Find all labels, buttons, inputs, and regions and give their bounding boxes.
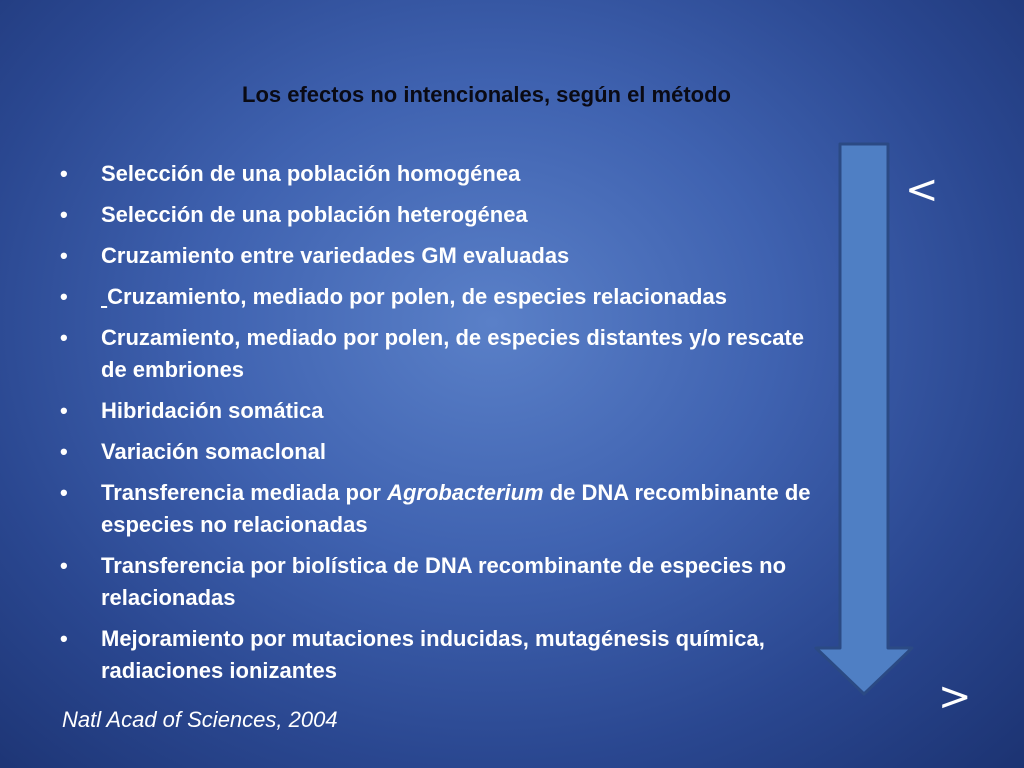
list-item (60, 395, 820, 427)
bullet-list (60, 158, 820, 696)
list-item-text (101, 480, 811, 537)
list-item-text: Selección de una población homogénea (101, 161, 521, 186)
bullet-icon: • (60, 243, 68, 268)
list-item (60, 322, 820, 386)
bullet-icon: • (60, 553, 68, 578)
bullet-icon: • (60, 202, 68, 227)
source-citation: Natl Acad of Sciences, 2004 (62, 707, 338, 732)
greater-than-symbol: > (938, 674, 972, 720)
list-item-text (101, 284, 727, 309)
list-item (60, 477, 820, 541)
list-item-text-body: Cruzamiento, mediado por polen, de especies relacionadas (107, 284, 727, 309)
list-item (60, 240, 820, 272)
list-item-text: Transferencia por biolística de DNA recombinante de especies no relacionadas (101, 553, 787, 610)
list-item-text: Cruzamiento entre variedades GM evaluadas (101, 243, 570, 268)
list-item (60, 436, 820, 468)
less-than-symbol: < (905, 167, 939, 213)
bullet-icon: • (60, 480, 68, 505)
list-item-text: Variación somaclonal (101, 439, 326, 464)
list-item (60, 281, 820, 313)
list-item-text: Cruzamiento, mediado por polen, de especies distantes y/o rescate de embriones (101, 325, 804, 382)
bullet-icon: • (60, 284, 68, 309)
species-name: Agrobacterium (387, 480, 544, 505)
bullet-icon: • (60, 439, 68, 464)
bullet-icon: • (60, 626, 68, 651)
bullet-icon: • (60, 161, 68, 186)
down-arrow-icon (812, 140, 916, 700)
bullet-icon: • (60, 325, 68, 350)
list-item-text: Hibridación somática (101, 398, 324, 423)
list-item (60, 550, 820, 614)
down-arrow-shape (816, 144, 912, 694)
list-item (60, 158, 820, 190)
list-item (60, 199, 820, 231)
slide-title: Los efectos no intencionales, según el método (242, 82, 731, 107)
list-item-text: Selección de una población heterogénea (101, 202, 528, 227)
list-item-text-post: de DNA recombinante de especies no relacionadas (101, 480, 811, 537)
list-item (60, 623, 820, 687)
bullet-icon: • (60, 398, 68, 423)
list-item-text: Mejoramiento por mutaciones inducidas, mutagénesis química, radiaciones ionizantes (101, 626, 765, 683)
list-item-text-pre: Transferencia mediada por (101, 480, 388, 505)
